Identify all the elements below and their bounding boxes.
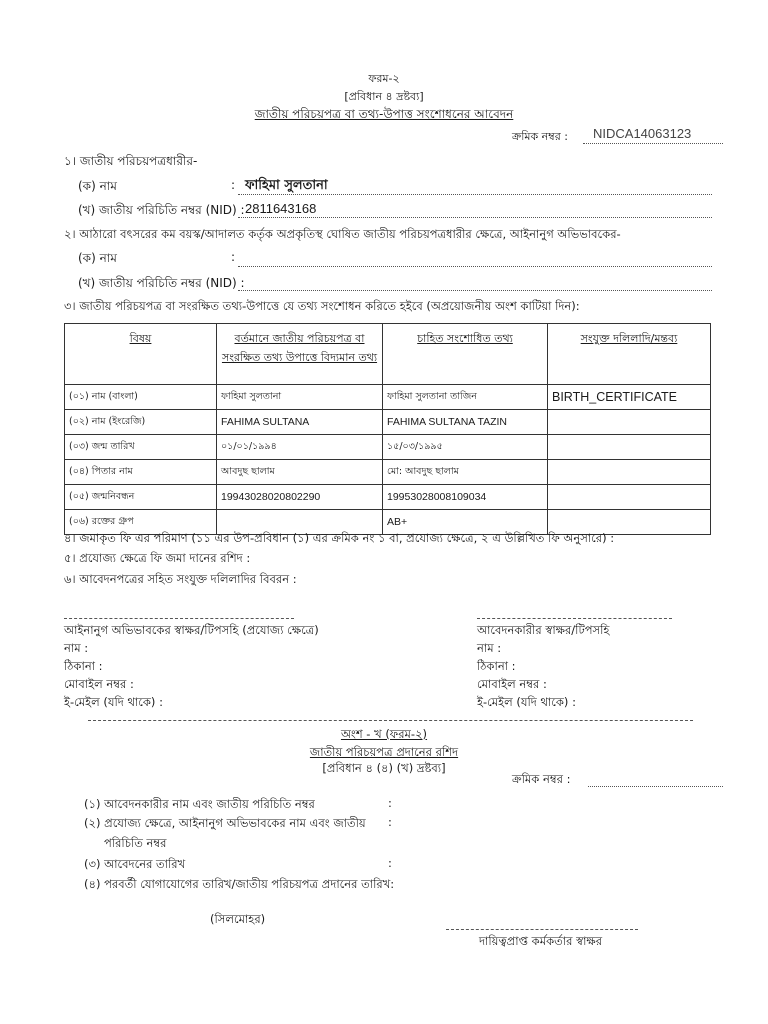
applicant-email-field: ই-মেইল (যদি থাকে) : — [477, 695, 576, 709]
row-subject: (০৫) জন্মনিবন্ধন — [65, 485, 217, 510]
row-subject: (০১) নাম (বাংলা) — [65, 385, 217, 410]
seal-placeholder: (সিলমোহর) — [210, 912, 266, 926]
applicant-address-field: ঠিকানা : — [477, 659, 516, 673]
form-number: ফরম-২ — [368, 72, 400, 85]
colon: : — [388, 815, 392, 829]
officer-signature-line — [446, 929, 638, 930]
section1-heading: ১। জাতীয় পরিচয়পত্রধারীর- — [64, 154, 198, 168]
holder-name-value: ফাহিমা সুলতানা — [245, 178, 328, 193]
holder-name-line — [238, 194, 712, 195]
guardian-name-label: (ক) নাম — [78, 251, 117, 265]
applicant-mobile-field: মোবাইল নম্বর : — [477, 677, 547, 691]
serial-value: NIDCA14063123 — [593, 126, 692, 141]
row-requested: ফাহিমা সুলতানা তাজিন — [383, 385, 548, 410]
row-requested: 19953028008109034 — [383, 485, 548, 510]
serial-line — [583, 143, 723, 144]
receipt-item-4: (৪) পরবর্তী যোগাযোগের তারিখ/জাতীয় পরিচয়পত্র প্রদানের তারিখ: — [84, 877, 395, 891]
receipt-item-2: (২) প্রযোজ্য ক্ষেত্রে, আইনানুগ অভিভাবকের নাম এবং জাতীয় — [84, 816, 366, 830]
colon: : — [388, 856, 392, 870]
holder-nid-value: 2811643168 — [245, 201, 317, 216]
section5-receipt: ৫। প্রযোজ্য ক্ষেত্রে ফি জমা দানের রশিদ : — [64, 551, 251, 565]
applicant-signature-title: আবেদনকারীর স্বাক্ষর/টিপসহি — [477, 623, 610, 637]
table-row — [65, 485, 711, 510]
part-kha-serial-line — [588, 786, 723, 787]
guardian-signature-title: আইনানুগ অভিভাবকের স্বাক্ষর/টিপসহি (প্রযোজ্য ক্ষেত্রে) — [64, 623, 319, 637]
row-subject: (০৬) রক্তের গ্রুপ — [65, 510, 217, 535]
row-requested: ১৫/০৩/১৯৯৫ — [383, 435, 548, 460]
tear-off-divider — [88, 720, 693, 721]
section6-attachments: ৬। আবেদনপত্রের সহিত সংযুক্ত দলিলাদির বিবরন : — [64, 572, 297, 586]
part-kha-subtitle: জাতীয় পরিচয়পত্র প্রদানের রশিদ — [309, 745, 459, 759]
guardian-name-field: নাম : — [64, 641, 89, 655]
correction-table — [64, 323, 711, 535]
row-attachment — [548, 435, 711, 460]
part-kha-serial-label: ক্রমিক নম্বর : — [512, 772, 571, 786]
colon: : — [231, 250, 236, 264]
row-subject: (০৪) পিতার নাম — [65, 460, 217, 485]
colon: : — [231, 178, 236, 192]
applicant-name-field: নাম : — [477, 641, 502, 655]
row-requested: মো: আবদুছ ছালাম — [383, 460, 548, 485]
column-header-requested: চাহিত সংশোধিত তথ্য — [383, 324, 548, 385]
section2-heading: ২। আঠারো বৎসরের কম বয়স্ক/আদালত কর্তৃক অপ্রকৃতিস্থ ঘোষিত জাতীয় পরিচয়পত্রধারীর ক্ষেত্রে, আইনানুগ অভিভাবকের- — [64, 227, 621, 241]
receipt-item-1: (১) আবেদনকারীর নাম এবং জাতীয় পরিচিতি নম্বর — [84, 797, 315, 811]
guardian-nid-label: (খ) জাতীয় পরিচিতি নম্বর (NID) : — [78, 276, 245, 290]
row-subject: (০৩) জন্ম তারিখ — [65, 435, 217, 460]
guardian-mobile-field: মোবাইল নম্বর : — [64, 677, 134, 691]
row-attachment — [548, 485, 711, 510]
table-row — [65, 385, 711, 410]
applicant-signature-line — [477, 618, 672, 619]
row-subject: (০২) নাম (ইংরেজি) — [65, 410, 217, 435]
guardian-signature-line — [64, 618, 294, 619]
guardian-address-field: ঠিকানা : — [64, 659, 103, 673]
column-header-subject: বিষয় — [65, 324, 217, 385]
row-current: ০১/০১/১৯৯৪ — [217, 435, 383, 460]
guardian-email-field: ই-মেইল (যদি থাকে) : — [64, 695, 163, 709]
row-current: আবদুছ ছালাম — [217, 460, 383, 485]
section4-fee: ৪। জমাকৃত ফি এর পরিমাণ (১১ এর উপ-প্রবিধান (১) এর ক্রমিক নং ১ বা, প্রযোজ্য ক্ষেত্রে, ২ এ উল্লিখিত ফি অনুসারে) : — [64, 531, 615, 545]
officer-signature-label: দায়িত্বপ্রাপ্ত কর্মকর্তার স্বাক্ষর — [479, 934, 603, 948]
form-title: জাতীয় পরিচয়পত্র বা তথ্য-উপাত্ত সংশোধনের আবেদন — [254, 107, 514, 121]
table-row — [65, 460, 711, 485]
receipt-item-3: (৩) আবেদনের তারিখ — [84, 857, 186, 871]
row-attachment: BIRTH_CERTIFICATE — [548, 385, 711, 410]
guardian-nid-line — [238, 290, 712, 291]
receipt-item-2-continued: পরিচিতি নম্বর — [104, 836, 167, 850]
guardian-name-line — [238, 266, 712, 267]
holder-name-label: (ক) নাম — [78, 179, 117, 193]
row-current: 19943028020802290 — [217, 485, 383, 510]
row-current: FAHIMA SULTANA — [217, 410, 383, 435]
serial-label: ক্রমিক নম্বর : — [512, 130, 568, 143]
row-requested: FAHIMA SULTANA TAZIN — [383, 410, 548, 435]
holder-nid-line — [238, 217, 712, 218]
table-row — [65, 410, 711, 435]
rule-reference: [প্রবিধান ৪ দ্রষ্টব্য] — [344, 90, 424, 103]
holder-nid-label: (খ) জাতীয় পরিচিতি নম্বর (NID) : — [78, 203, 245, 217]
part-kha-title: অংশ - খ (ফরম-২) — [340, 727, 428, 741]
part-kha-rule-reference: [প্রবিধান ৪ (৪) (খ) দ্রষ্টব্য] — [322, 761, 446, 775]
colon: : — [388, 796, 392, 810]
row-requested: AB+ — [383, 510, 548, 535]
column-header-current: বর্তমানে জাতীয় পরিচয়পত্র বা সংরক্ষিত তথ্য উপাত্তে বিদ্যমান তথ্য — [217, 324, 383, 385]
section3-heading: ৩। জাতীয় পরিচয়পত্র বা সংরক্ষিত তথ্য-উপাত্তে যে তথ্য সংশোধন করিতে হইবে (অপ্রয়োজনীয় অংশ কাটিয়া দিন): — [64, 299, 580, 313]
row-attachment — [548, 410, 711, 435]
table-row — [65, 435, 711, 460]
row-current: ফাহিমা সুলতানা — [217, 385, 383, 410]
column-header-attachment: সংযুক্ত দলিলাদি/মন্তব্য — [548, 324, 711, 385]
row-attachment — [548, 460, 711, 485]
